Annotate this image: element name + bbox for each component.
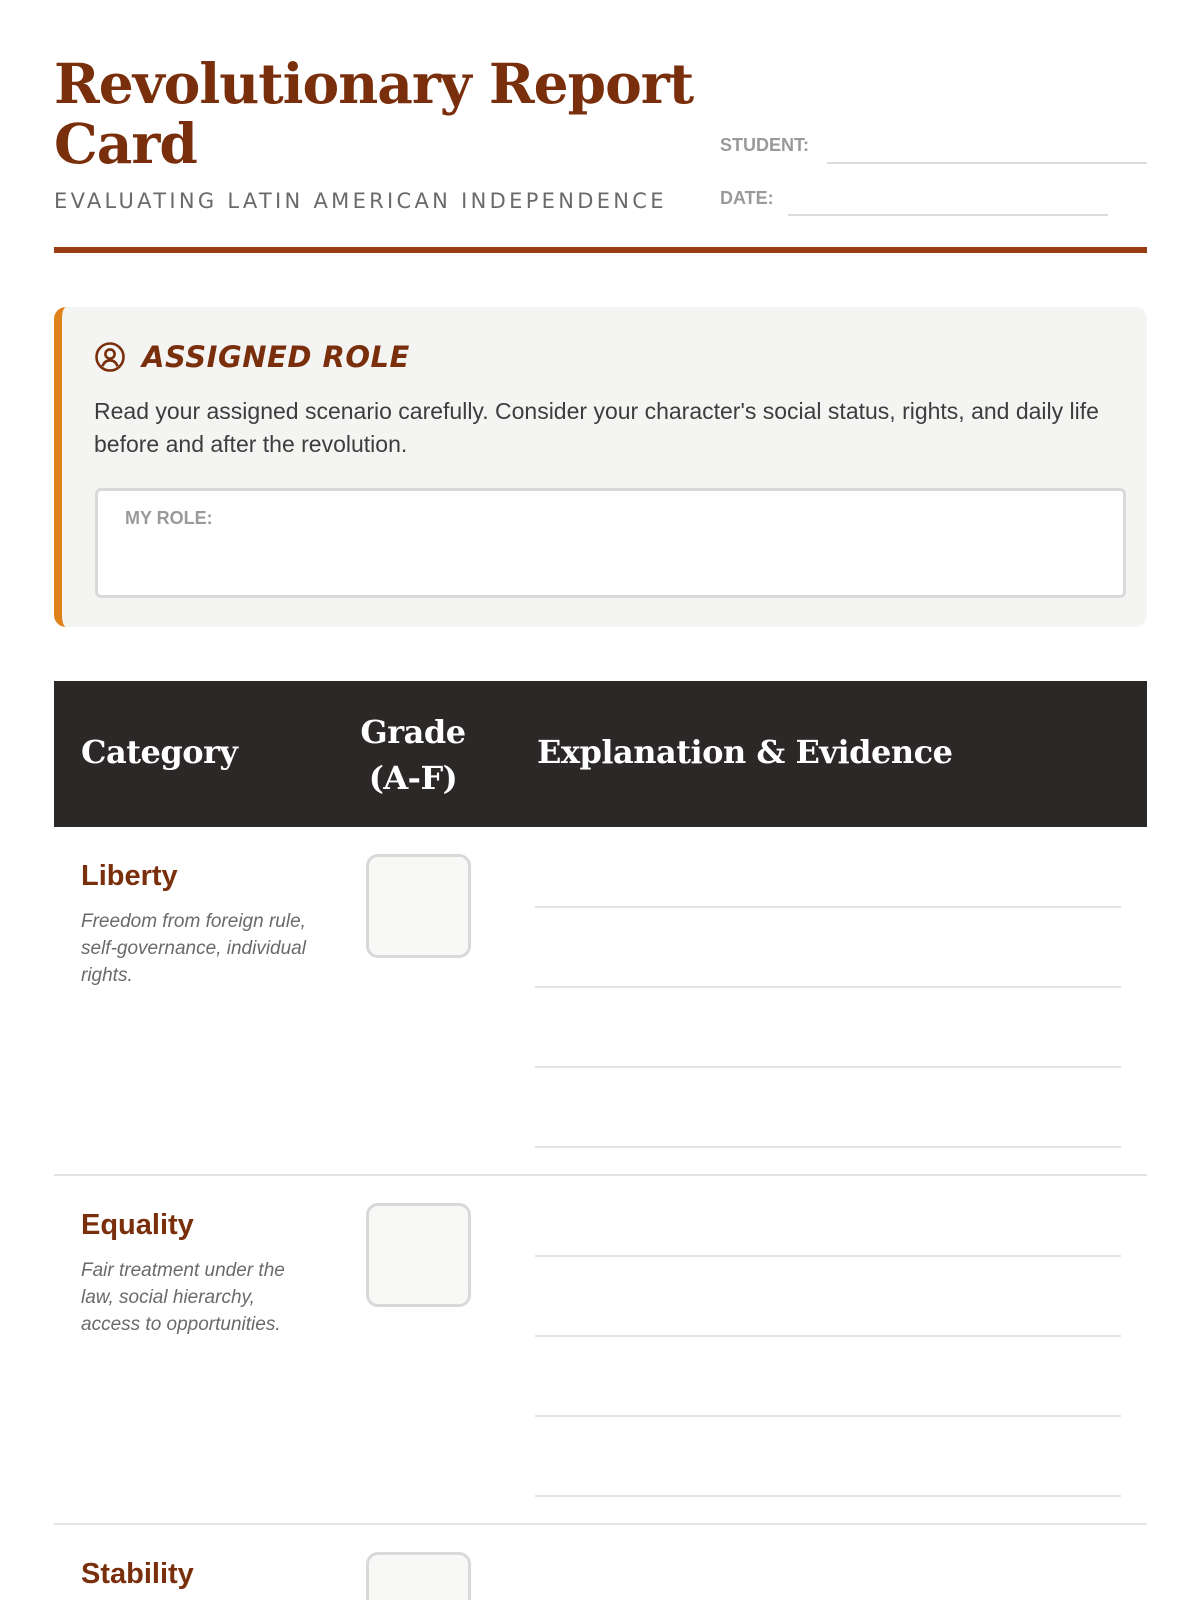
category-description: Fair treatment under the law, social hierarchy, access to opportunities. <box>81 1260 285 1335</box>
explanation-line[interactable] <box>535 1146 1121 1148</box>
explanation-line[interactable] <box>535 986 1121 988</box>
my-role-input[interactable] <box>95 488 1126 598</box>
date-field[interactable] <box>788 214 1108 216</box>
page-subtitle: EVALUATING LATIN AMERICAN INDEPENDENCE <box>54 189 667 213</box>
grade-input[interactable] <box>366 854 471 958</box>
explanation-line[interactable] <box>535 1495 1121 1497</box>
assigned-role-instructions: Read your assigned scenario carefully. Consider your character's social status, rights, and daily life before and after the revolution. <box>94 398 1099 457</box>
explanation-line[interactable] <box>535 1415 1121 1417</box>
column-header-category: Category <box>81 733 238 771</box>
table-header <box>54 681 1147 827</box>
student-field[interactable] <box>827 162 1147 164</box>
header <box>54 50 1147 255</box>
explanation-line[interactable] <box>535 1335 1121 1337</box>
table-row <box>54 827 1147 1176</box>
column-header-explanation: Explanation & Evidence <box>537 733 953 771</box>
user-circle-icon <box>94 341 126 373</box>
assigned-role-title: ASSIGNED ROLE <box>142 340 410 374</box>
table-row <box>54 1176 1147 1525</box>
explanation-line[interactable] <box>535 1066 1121 1068</box>
my-role-label: MY ROLE: <box>125 508 213 528</box>
category-name: Equality <box>81 1209 194 1241</box>
category-name: Stability <box>81 1558 194 1590</box>
header-divider <box>54 247 1147 253</box>
worksheet-page <box>54 0 1147 1600</box>
category-description: Freedom from foreign rule, self-governance, individual rights. <box>81 911 306 986</box>
category-name: Liberty <box>81 860 178 892</box>
page-title: Revolutionary Report Card <box>54 51 694 176</box>
date-label: DATE: <box>720 188 774 208</box>
grade-input[interactable] <box>366 1552 471 1600</box>
table-row <box>54 1525 1147 1600</box>
grade-input[interactable] <box>366 1203 471 1307</box>
column-header-grade: Grade (A-F) <box>360 713 466 797</box>
student-label: STUDENT: <box>720 135 809 155</box>
explanation-line[interactable] <box>535 1255 1121 1257</box>
explanation-line[interactable] <box>535 906 1121 908</box>
assigned-role-panel <box>54 307 1147 627</box>
